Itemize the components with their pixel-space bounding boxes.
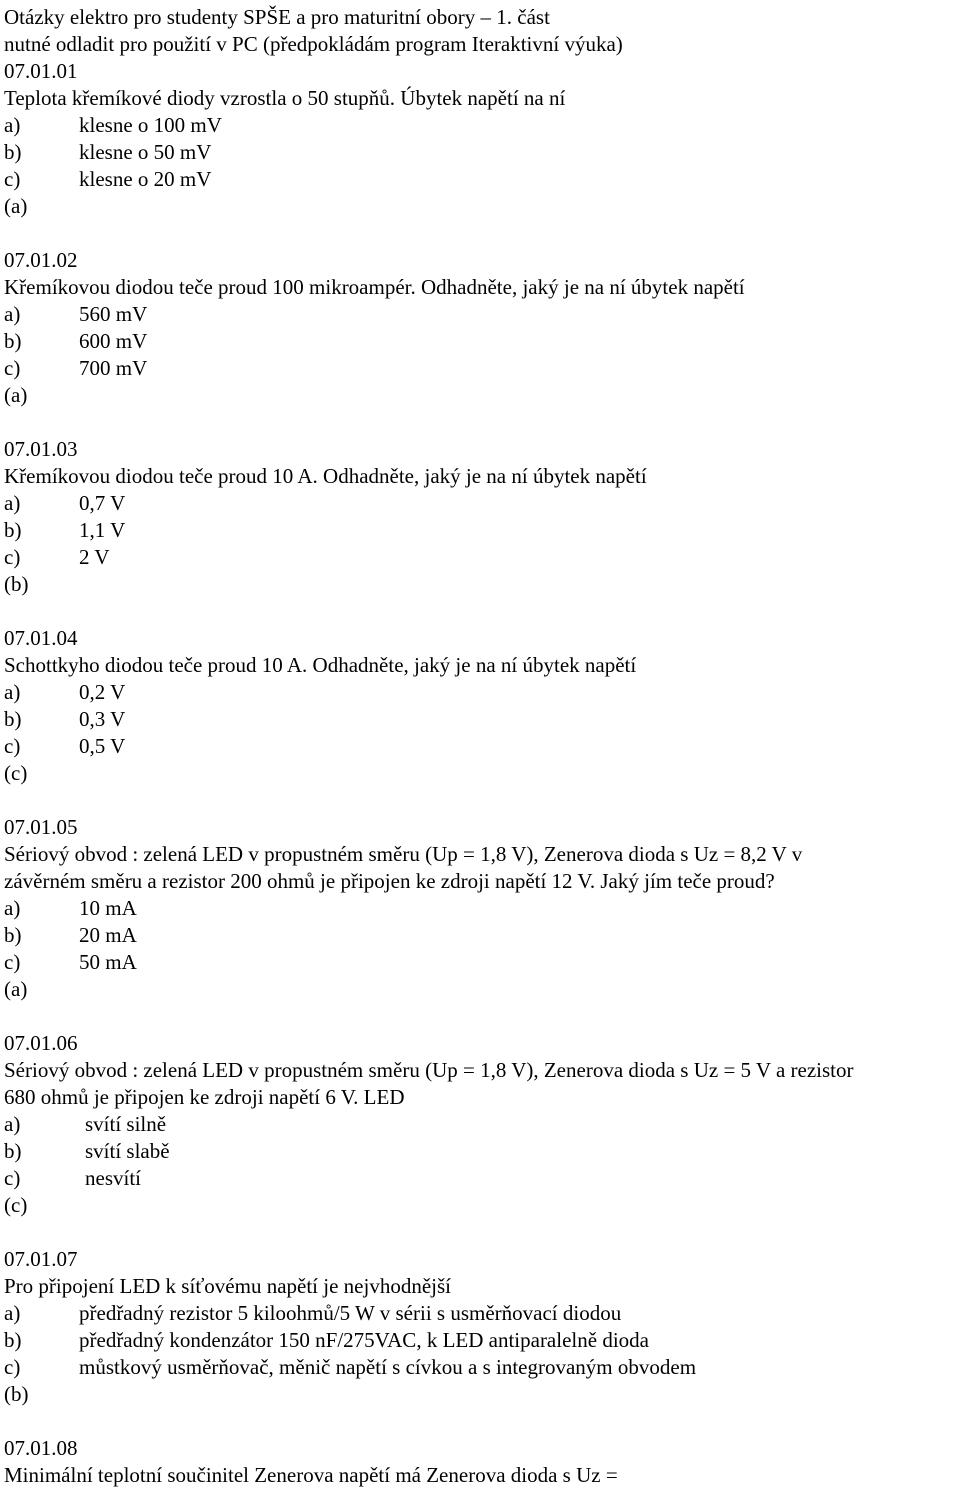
option-b <box>4 922 956 949</box>
question-id: 07.01.07 <box>4 1247 78 1271</box>
question-text: Sériový obvod : zelená LED v propustném směru (Up = 1,8 V), Zenerova dioda s Uz = 8,2 V v <box>4 842 803 866</box>
option-text: 1,1 V <box>79 518 126 542</box>
question-block <box>4 58 956 247</box>
option-letter: a) <box>4 680 21 704</box>
option-a <box>4 301 956 328</box>
option-letter: a) <box>4 1112 21 1136</box>
option-a <box>4 490 956 517</box>
option-c <box>4 733 956 760</box>
question-id: 07.01.06 <box>4 1031 78 1055</box>
correct-answer: (a) <box>4 383 28 407</box>
option-letter: c) <box>4 734 21 758</box>
option-b <box>4 1327 956 1354</box>
option-text: klesne o 100 mV <box>79 113 222 137</box>
question-block <box>4 1246 956 1435</box>
option-letter: b) <box>4 707 22 731</box>
option-c <box>4 544 956 571</box>
option-a <box>4 1300 956 1327</box>
option-text: 2 V <box>79 545 110 569</box>
question-text: Schottkyho diodou teče proud 10 A. Odhadněte, jaký je na ní úbytek napětí <box>4 653 637 677</box>
question-text: Teplota křemíkové diody vzrostla o 50 stupňů. Úbytek napětí na ní <box>4 86 566 110</box>
option-letter: c) <box>4 167 21 191</box>
option-letter: c) <box>4 1166 21 1190</box>
option-c <box>4 166 956 193</box>
question-text: Křemíkovou diodou teče proud 100 mikroampér. Odhadněte, jaký je na ní úbytek napětí <box>4 275 745 299</box>
option-text: můstkový usměrňovač, měnič napětí s cívkou a s integrovaným obvodem <box>79 1355 697 1379</box>
option-text: 600 mV <box>79 329 148 353</box>
option-text: svítí silně <box>85 1112 167 1136</box>
spacer <box>4 1003 956 1030</box>
question-block <box>4 1435 956 1489</box>
question-id: 07.01.04 <box>4 626 78 650</box>
option-letter: a) <box>4 113 21 137</box>
option-letter: c) <box>4 1355 21 1379</box>
option-a <box>4 112 956 139</box>
question-id: 07.01.05 <box>4 815 78 839</box>
correct-answer: (c) <box>4 761 28 785</box>
option-text: 560 mV <box>79 302 148 326</box>
option-letter: c) <box>4 950 21 974</box>
question-id: 07.01.08 <box>4 1436 78 1460</box>
option-a <box>4 1111 956 1138</box>
correct-answer: (b) <box>4 572 29 596</box>
option-letter: b) <box>4 518 22 542</box>
option-text: 700 mV <box>79 356 148 380</box>
option-c <box>4 1165 956 1192</box>
option-text: 0,3 V <box>79 707 126 731</box>
question-block <box>4 436 956 625</box>
correct-answer: (c) <box>4 1193 28 1217</box>
option-b <box>4 706 956 733</box>
option-a <box>4 679 956 706</box>
option-letter: c) <box>4 356 21 380</box>
option-letter: b) <box>4 329 22 353</box>
option-text: nesvítí <box>85 1166 141 1190</box>
question-text: Minimální teplotní součinitel Zenerova napětí má Zenerova dioda s Uz = <box>4 1463 618 1487</box>
option-text: předřadný rezistor 5 kiloohmů/5 W v sérii s usměrňovací diodou <box>79 1301 622 1325</box>
option-text: 0,7 V <box>79 491 126 515</box>
option-text: klesne o 50 mV <box>79 140 212 164</box>
correct-answer: (b) <box>4 1382 29 1406</box>
option-b <box>4 1138 956 1165</box>
question-text: Křemíkovou diodou teče proud 10 A. Odhadněte, jaký je na ní úbytek napětí <box>4 464 647 488</box>
question-text: závěrném směru a rezistor 200 ohmů je připojen ke zdroji napětí 12 V. Jaký jím teče proud? <box>4 869 775 893</box>
option-text: 0,5 V <box>79 734 126 758</box>
spacer <box>4 220 956 247</box>
option-text: 50 mA <box>79 950 137 974</box>
question-text: 680 ohmů je připojen ke zdroji napětí 6 V. LED <box>4 1085 405 1109</box>
question-id: 07.01.02 <box>4 248 78 272</box>
option-text: 20 mA <box>79 923 137 947</box>
question-text: Pro připojení LED k síťovému napětí je nejvhodnější <box>4 1274 451 1298</box>
question-block <box>4 1030 956 1246</box>
question-text: Sériový obvod : zelená LED v propustném směru (Up = 1,8 V), Zenerova dioda s Uz = 5 V a rezistor <box>4 1058 854 1082</box>
spacer <box>4 598 956 625</box>
option-letter: a) <box>4 1301 21 1325</box>
correct-answer: (a) <box>4 194 28 218</box>
option-text: klesne o 20 mV <box>79 167 212 191</box>
question-block <box>4 247 956 436</box>
option-c <box>4 355 956 382</box>
option-c <box>4 949 956 976</box>
option-b <box>4 517 956 544</box>
option-letter: a) <box>4 302 21 326</box>
option-letter: a) <box>4 896 21 920</box>
document-subtitle: nutné odladit pro použití v PC (předpokládám program Iteraktivní výuka) <box>4 32 623 56</box>
question-block <box>4 814 956 1030</box>
option-letter: b) <box>4 923 22 947</box>
option-c <box>4 1354 956 1381</box>
option-text: svítí slabě <box>85 1139 170 1163</box>
spacer <box>4 787 956 814</box>
option-a <box>4 895 956 922</box>
option-text: 0,2 V <box>79 680 126 704</box>
question-block <box>4 625 956 814</box>
correct-answer: (a) <box>4 977 28 1001</box>
option-b <box>4 328 956 355</box>
option-b <box>4 139 956 166</box>
option-letter: b) <box>4 1328 22 1352</box>
document-page <box>4 4 956 1489</box>
question-id: 07.01.03 <box>4 437 78 461</box>
option-text: předřadný kondenzátor 150 nF/275VAC, k LED antiparalelně dioda <box>79 1328 649 1352</box>
option-letter: a) <box>4 491 21 515</box>
spacer <box>4 409 956 436</box>
option-letter: b) <box>4 1139 22 1163</box>
option-text: 10 mA <box>79 896 137 920</box>
option-letter: b) <box>4 140 22 164</box>
document-title: Otázky elektro pro studenty SPŠE a pro maturitní obory – 1. část <box>4 5 550 29</box>
question-id: 07.01.01 <box>4 59 78 83</box>
spacer <box>4 1219 956 1246</box>
spacer <box>4 1408 956 1435</box>
option-letter: c) <box>4 545 21 569</box>
